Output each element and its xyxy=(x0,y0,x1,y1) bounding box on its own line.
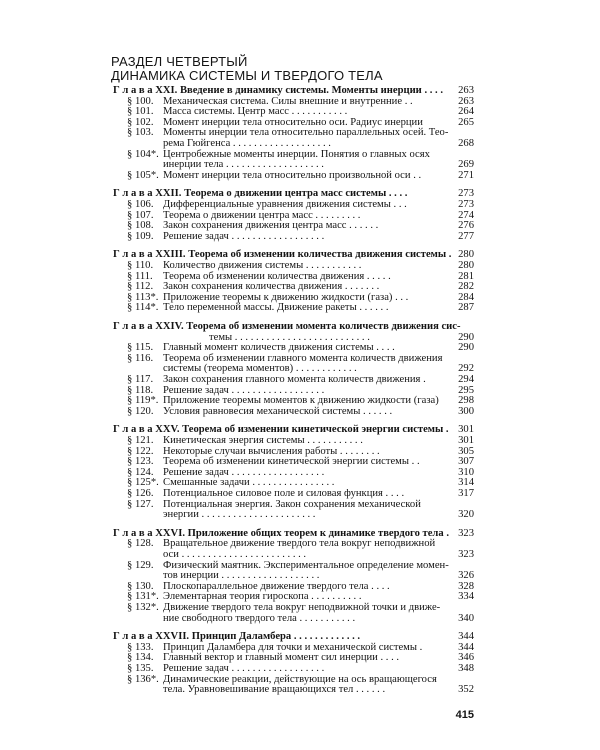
entry-title: Г л а в а XXII. Теорема о движении центра масс системы . . . . xyxy=(113,188,408,200)
section-entry xyxy=(0,117,600,128)
entry-continuation xyxy=(0,613,600,624)
entry-page-number: 277 xyxy=(458,230,474,242)
section-entry xyxy=(0,663,600,674)
entry-page-number: 346 xyxy=(458,652,474,664)
entry-page-number: 263 xyxy=(458,95,474,107)
entry-title: Потенциальная энергия. Закон сохранения механической xyxy=(163,498,421,510)
section-entry xyxy=(0,292,600,303)
section-entry xyxy=(0,231,600,242)
entry-page-number: 263 xyxy=(458,85,474,96)
section-number: § 107. xyxy=(127,209,154,221)
entry-title: Решение задач . . . . . . . . . . . . . . . . . . xyxy=(163,663,325,674)
entry-page-number: 307 xyxy=(458,456,474,468)
section-entry xyxy=(0,199,600,210)
entry-page-number: 290 xyxy=(458,331,474,343)
section-number: § 127. xyxy=(127,498,154,510)
section-number: § 136*. xyxy=(127,673,159,685)
section-entry xyxy=(0,210,600,221)
entry-page-number: 326 xyxy=(458,570,474,582)
section-number: § 104*. xyxy=(127,148,159,160)
entry-page-number: 280 xyxy=(458,249,474,261)
entry-page-number: 264 xyxy=(458,106,474,118)
entry-page-number: 282 xyxy=(458,281,474,293)
entry-page-number: 305 xyxy=(458,445,474,457)
section-number: § 123. xyxy=(127,456,154,468)
section-entry xyxy=(0,260,600,271)
section-entry xyxy=(0,406,600,417)
entry-page-number: 295 xyxy=(458,384,474,396)
section-entry xyxy=(0,96,600,107)
section-entry xyxy=(0,281,600,292)
section-entry xyxy=(0,477,600,488)
entry-page-number: 344 xyxy=(458,641,474,653)
entry-continuation xyxy=(0,332,600,343)
entry-page-number: 314 xyxy=(458,477,474,489)
section-number: § 134. xyxy=(127,652,154,664)
section-number: § 106. xyxy=(127,199,154,210)
entry-page-number: 284 xyxy=(458,291,474,303)
entry-title: Закон сохранения главного момента количеств движения . xyxy=(163,374,426,385)
entry-title: инерции тела . . . . . . . . . . . . . . . . . . . xyxy=(163,159,324,171)
entry-title: Принцип Даламбера для точки и механической системы . xyxy=(163,641,423,653)
entry-title: Приложение теоремы моментов к движению жидкости (газа) xyxy=(163,395,439,407)
section-number: § 111. xyxy=(127,270,153,282)
section-number: § 119*. xyxy=(127,395,159,407)
section-number: § 132*. xyxy=(127,602,159,613)
entry-title: Элементарная теория гироскопа . . . . . . . . . . xyxy=(163,591,362,603)
section-entry xyxy=(0,342,600,353)
section-number: § 126. xyxy=(127,488,154,499)
entry-title: Приложение теоремы к движению жидкости (газа) . . . xyxy=(163,291,409,303)
entry-page-number: 328 xyxy=(458,580,474,592)
section-entry xyxy=(0,499,600,510)
section-entry xyxy=(0,642,600,653)
entry-page-number: 292 xyxy=(458,363,474,375)
section-entry xyxy=(0,674,600,685)
entry-page-number: 301 xyxy=(458,424,474,436)
section-number: § 102. xyxy=(127,116,154,128)
entry-page-number: 290 xyxy=(458,342,474,354)
entry-title: Г л а в а XXV. Теорема об изменении кинетической энергии системы . xyxy=(113,424,449,436)
section-entry xyxy=(0,652,600,663)
section-entry xyxy=(0,538,600,549)
section-entry xyxy=(0,302,600,313)
entry-title: Теорема об изменении количества движения . . . . . xyxy=(163,270,391,282)
entry-title: Плоскопараллельное движение твердого тела . . . . xyxy=(163,580,390,592)
entry-title: Г л а в а XXIV. Теорема об изменении момента количеств движения сис- xyxy=(113,321,461,332)
entry-page-number: 300 xyxy=(458,405,474,417)
entry-title: Решение задач . . . . . . . . . . . . . . . . . . xyxy=(163,384,325,396)
entry-title: Момент инерции тела относительно произвольной оси . . xyxy=(163,169,422,181)
entry-page-number: 317 xyxy=(458,488,474,499)
entry-continuation xyxy=(0,509,600,520)
entry-title: Масса системы. Центр масс . . . . . . . . . . . xyxy=(163,106,348,118)
entry-page-number: 287 xyxy=(458,302,474,314)
section-entry xyxy=(0,591,600,602)
entry-title: тов инерции . . . . . . . . . . . . . . . . . . . xyxy=(163,570,320,582)
section-number: § 130. xyxy=(127,580,154,592)
section-number: § 129. xyxy=(127,559,154,571)
section-entry xyxy=(0,602,600,613)
section-entry xyxy=(0,435,600,446)
section-label: РАЗДЕЛ ЧЕТВЕРТЫЙ xyxy=(111,54,248,69)
section-entry xyxy=(0,467,600,478)
chapter-heading xyxy=(0,85,600,96)
entry-continuation xyxy=(0,570,600,581)
entry-title: оси . . . . . . . . . . . . . . . . . . . . . . . . xyxy=(163,549,307,560)
section-number: § 117. xyxy=(127,374,154,385)
entry-title: Решение задач . . . . . . . . . . . . . . . . . . xyxy=(163,230,325,242)
entry-title: темы . . . . . . . . . . . . . . . . . . . . . . . . . . xyxy=(209,331,370,343)
section-title: ДИНАМИКА СИСТЕМЫ И ТВЕРДОГО ТЕЛА xyxy=(111,68,383,83)
entry-title: Теорема об изменении главного момента количеств движения xyxy=(163,352,443,364)
entry-continuation xyxy=(0,363,600,374)
section-entry xyxy=(0,581,600,592)
chapter-heading xyxy=(0,631,600,642)
section-entry xyxy=(0,106,600,117)
entry-title: Количество движения системы . . . . . . . . . . . xyxy=(163,260,362,271)
section-entry xyxy=(0,220,600,231)
section-entry xyxy=(0,271,600,282)
entry-title: Закон сохранения движения центра масс . . . . . . xyxy=(163,220,379,232)
section-number: § 135. xyxy=(127,663,154,674)
entry-title: Теорема об изменении кинетической энергии системы . . xyxy=(163,456,420,468)
section-number: § 115. xyxy=(127,342,154,354)
entry-page-number: 323 xyxy=(458,527,474,539)
section-number: § 131*. xyxy=(127,591,159,603)
section-entry xyxy=(0,446,600,457)
section-number: § 105*. xyxy=(127,169,159,181)
entry-title: Дифференциальные уравнения движения системы . . . xyxy=(163,199,407,210)
entry-title: Условия равновесия механической системы . . . . . . xyxy=(163,405,393,417)
entry-page-number: 310 xyxy=(458,466,474,478)
entry-title: Физический маятник. Экспериментальное определение момен- xyxy=(163,559,449,571)
entry-page-number: 274 xyxy=(458,209,474,221)
entry-title: тела. Уравновешивание вращающихся тел . . . . . . xyxy=(163,684,386,696)
entry-title: Г л а в а XXIII. Теорема об изменении количества движения системы . xyxy=(113,249,452,261)
section-entry xyxy=(0,560,600,571)
entry-page-number: 281 xyxy=(458,270,474,282)
entry-title: Потенциальное силовое поле и силовая функция . . . . xyxy=(163,488,405,499)
section-entry xyxy=(0,385,600,396)
entry-continuation xyxy=(0,138,600,149)
section-number: § 121. xyxy=(127,435,154,446)
section-number: § 101. xyxy=(127,106,154,118)
entry-page-number: 298 xyxy=(458,395,474,407)
section-number: § 122. xyxy=(127,445,154,457)
entry-title: Кинетическая энергия системы . . . . . . . . . . . xyxy=(163,435,363,446)
section-entry xyxy=(0,127,600,138)
section-entry xyxy=(0,374,600,385)
entry-title: Механическая система. Силы внешние и внутренние . . xyxy=(163,95,413,107)
chapter-heading xyxy=(0,188,600,199)
section-number: § 116. xyxy=(127,352,154,364)
entry-title: Решение задач . . . . . . . . . . . . . . . . . . xyxy=(163,466,325,478)
section-entry xyxy=(0,353,600,364)
entry-page-number: 268 xyxy=(458,138,474,149)
section-number: § 103. xyxy=(127,127,154,139)
entry-page-number: 265 xyxy=(458,116,474,128)
chapter-heading xyxy=(0,528,600,539)
entry-title: ние свободного твердого тела . . . . . . . . . . . xyxy=(163,612,356,624)
entry-page-number: 294 xyxy=(458,374,474,385)
entry-page-number: 276 xyxy=(458,220,474,232)
section-number: § 100. xyxy=(127,95,154,107)
entry-title: Центробежные моменты инерции. Понятия о главных осях xyxy=(163,148,430,160)
entry-page-number: 280 xyxy=(458,260,474,271)
entry-page-number: 320 xyxy=(458,509,474,521)
entry-title: Некоторые случаи вычисления работы . . . . . . . . xyxy=(163,445,380,457)
section-number: § 124. xyxy=(127,466,154,478)
entry-page-number: 271 xyxy=(458,169,474,181)
entry-title: энергии . . . . . . . . . . . . . . . . . . . . . . xyxy=(163,509,316,521)
section-number: § 120. xyxy=(127,405,154,417)
entry-page-number: 340 xyxy=(458,612,474,624)
entry-title: Г л а в а XXVII. Принцип Даламбера . . . . . . . . . . . . . xyxy=(113,631,361,643)
entry-continuation xyxy=(0,684,600,695)
entry-title: рема Гюйгенса . . . . . . . . . . . . . . . . . . . xyxy=(163,138,331,149)
entry-title: Динамические реакции, действующие на ось вращающегося xyxy=(163,673,437,685)
entry-title: Тело переменной массы. Движение ракеты . . . . . . xyxy=(163,302,389,314)
entry-continuation xyxy=(0,549,600,560)
entry-title: Движение твердого тела вокруг неподвижной точки и движе- xyxy=(163,602,441,613)
entry-page-number: 301 xyxy=(458,435,474,446)
entry-page-number: 334 xyxy=(458,591,474,603)
entry-title: Вращательное движение твердого тела вокруг неподвижной xyxy=(163,538,436,550)
section-number: § 113*. xyxy=(127,291,159,303)
chapter-heading xyxy=(0,424,600,435)
entry-title: Момент инерции тела относительно оси. Радиус инерции xyxy=(163,116,423,128)
section-entry xyxy=(0,456,600,467)
section-entry xyxy=(0,170,600,181)
entry-title: Смешанные задачи . . . . . . . . . . . . . . . . xyxy=(163,477,335,489)
section-entry xyxy=(0,395,600,406)
entry-page-number: 273 xyxy=(458,188,474,200)
entry-page-number: 273 xyxy=(458,199,474,210)
entry-title: Главный момент количеств движения системы . . . . xyxy=(163,342,395,354)
entry-page-number: 323 xyxy=(458,549,474,560)
entry-title: Главный вектор и главный момент сил инерции . . . . xyxy=(163,652,400,664)
section-number: § 110. xyxy=(127,260,154,271)
entry-title: Закон сохранения количества движения . . . . . . . xyxy=(163,281,380,293)
entry-page-number: 348 xyxy=(458,663,474,674)
section-entry xyxy=(0,488,600,499)
entry-title: Г л а в а XXI. Введение в динамику системы. Моменты инерции . . . . xyxy=(113,85,443,96)
entry-page-number: 352 xyxy=(458,684,474,696)
entry-title: Г л а в а XXVI. Приложение общих теорем к динамике твердого тела . xyxy=(113,527,449,539)
chapter-heading xyxy=(0,249,600,260)
entry-page-number: 344 xyxy=(458,631,474,643)
section-number: § 109. xyxy=(127,230,154,242)
entry-continuation xyxy=(0,159,600,170)
entry-title: Моменты инерции тела относительно параллельных осей. Тео- xyxy=(163,127,449,139)
entry-title: Теорема о движении центра масс . . . . . . . . . xyxy=(163,209,361,221)
section-number: § 128. xyxy=(127,538,154,550)
page-number: 415 xyxy=(455,709,474,721)
section-number: § 112. xyxy=(127,281,154,293)
section-entry xyxy=(0,149,600,160)
entry-page-number: 269 xyxy=(458,159,474,171)
section-number: § 114*. xyxy=(127,302,159,314)
section-number: § 108. xyxy=(127,220,154,232)
section-number: § 125*. xyxy=(127,477,159,489)
entry-title: системы (теорема моментов) . . . . . . . . . . . . xyxy=(163,363,357,375)
chapter-heading xyxy=(0,321,600,332)
section-number: § 133. xyxy=(127,641,154,653)
section-number: § 118. xyxy=(127,384,154,396)
